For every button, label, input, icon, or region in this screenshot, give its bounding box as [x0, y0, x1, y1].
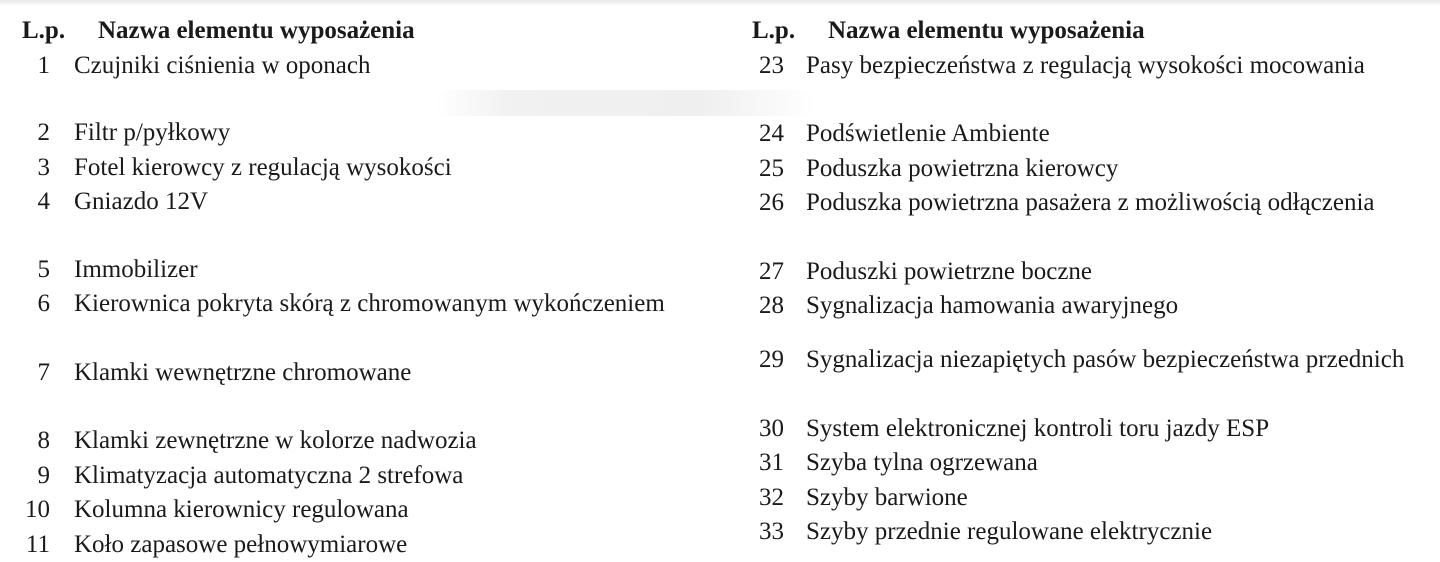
row-name: Poduszki powietrzne boczne	[806, 255, 1440, 289]
table-row-gap	[22, 390, 722, 424]
header-name: Nazwa elementu wyposażenia	[828, 14, 1440, 48]
table-row	[22, 528, 722, 562]
row-name: Koło zapasowe pełnowymiarowe	[74, 528, 722, 562]
row-name: Klimatyzacja automatyczna 2 strefowa	[74, 459, 722, 493]
row-number: 23	[752, 49, 806, 83]
row-name: Kolumna kierownicy regulowana	[74, 493, 722, 527]
table-row-gap	[22, 220, 722, 253]
table-row	[22, 185, 722, 220]
row-number: 25	[752, 152, 806, 186]
header-name: Nazwa elementu wyposażenia	[98, 14, 722, 48]
row-name: Poduszka powietrzna pasażera z możliwością odłączenia	[806, 186, 1440, 220]
row-number: 5	[22, 253, 74, 287]
header-lp: L.p.	[752, 14, 828, 48]
table-row	[22, 253, 722, 288]
row-number: 11	[22, 528, 74, 562]
row-name: Podświetlenie Ambiente	[806, 117, 1440, 151]
row-number: 32	[752, 481, 806, 515]
row-number: 9	[22, 459, 74, 493]
table-row	[752, 255, 1440, 290]
row-name: Kierownica pokryta skórą z chromowanym wykończeniem	[74, 287, 722, 321]
row-number: 10	[22, 493, 74, 527]
table-row	[752, 412, 1440, 447]
table-row	[22, 493, 722, 528]
table-header	[22, 14, 722, 49]
row-name: Poduszka powietrzna kierowcy	[806, 152, 1440, 186]
row-name: System elektronicznej kontroli toru jazdy ESP	[806, 412, 1440, 446]
table-header	[752, 14, 1440, 49]
row-number: 28	[752, 289, 806, 323]
table-row	[22, 356, 722, 391]
table-row	[752, 152, 1440, 187]
scan-top-edge	[0, 0, 1440, 6]
row-name: Szyby barwione	[806, 481, 1440, 515]
row-number: 6	[22, 287, 74, 321]
row-name: Sygnalizacja hamowania awaryjnego	[806, 289, 1440, 323]
table-row	[752, 343, 1440, 412]
row-name: Filtr p/pyłkowy	[74, 116, 722, 150]
equipment-table-right	[752, 14, 1440, 550]
row-name: Szyby przednie regulowane elektrycznie	[806, 515, 1440, 549]
row-name: Immobilizer	[74, 253, 722, 287]
row-name: Klamki zewnętrzne w kolorze nadwozia	[74, 424, 722, 458]
row-number: 26	[752, 186, 806, 220]
row-name: Sygnalizacja niezapiętych pasów bezpieczeństwa przednich	[806, 343, 1440, 377]
row-number: 33	[752, 515, 806, 549]
table-row	[752, 481, 1440, 516]
table-row	[752, 186, 1440, 255]
table-row	[752, 289, 1440, 343]
header-lp: L.p.	[22, 14, 98, 48]
row-number: 27	[752, 255, 806, 289]
table-row	[22, 424, 722, 459]
row-number: 31	[752, 446, 806, 480]
table-row	[752, 446, 1440, 481]
row-number: 29	[752, 343, 806, 377]
row-number: 2	[22, 116, 74, 150]
row-name: Szyba tylna ogrzewana	[806, 446, 1440, 480]
table-row	[22, 116, 722, 151]
row-name: Czujniki ciśnienia w oponach	[74, 49, 722, 83]
table-row	[22, 151, 722, 186]
table-row	[752, 49, 1440, 118]
row-number: 30	[752, 412, 806, 446]
table-row	[22, 459, 722, 494]
row-number: 1	[22, 49, 74, 83]
table-row	[752, 515, 1440, 550]
table-row	[752, 117, 1440, 152]
row-name: Gniazdo 12V	[74, 185, 722, 219]
table-row	[22, 287, 722, 356]
row-number: 24	[752, 117, 806, 151]
table-row-gap	[22, 83, 722, 116]
row-name: Pasy bezpieczeństwa z regulacją wysokości mocowania	[806, 49, 1440, 83]
row-number: 8	[22, 424, 74, 458]
row-number: 7	[22, 356, 74, 390]
table-row	[22, 49, 722, 84]
equipment-table-left	[22, 14, 722, 562]
row-name: Fotel kierowcy z regulacją wysokości	[74, 151, 722, 185]
row-name: Klamki wewnętrzne chromowane	[74, 356, 722, 390]
row-number: 4	[22, 185, 74, 219]
row-number: 3	[22, 151, 74, 185]
